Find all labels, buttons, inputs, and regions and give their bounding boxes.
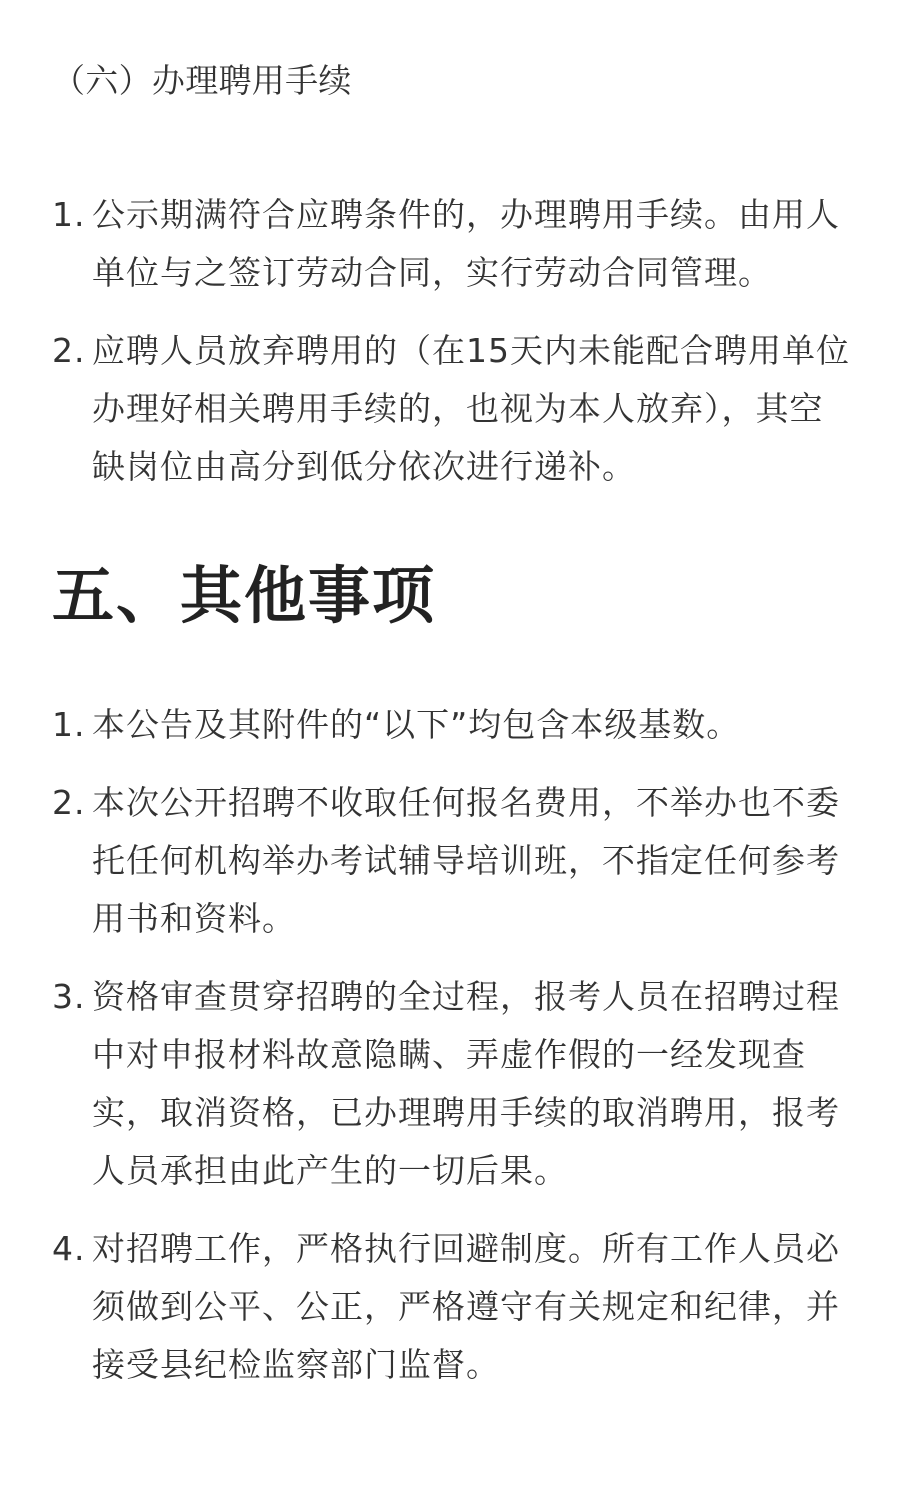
list-item: [52, 968, 850, 1200]
list-item: [52, 1220, 850, 1394]
item-text: 本次公开招聘不收取任何报名费用，不举办也不委托任何机构举办考试辅导培训班，不指定任何参考用书和资料。: [92, 783, 840, 938]
list-item: [52, 322, 850, 496]
item-number: 3.: [52, 977, 86, 1016]
procedure-list: [52, 186, 850, 496]
list-item: [52, 696, 850, 754]
item-number: 1.: [52, 195, 86, 234]
item-number: 2.: [52, 783, 86, 822]
item-number: 4.: [52, 1229, 86, 1268]
other-matters-list: [52, 696, 850, 1394]
item-text: 公示期满符合应聘条件的，办理聘用手续。由用人单位与之签订劳动合同，实行劳动合同管理。: [92, 195, 840, 292]
list-item: [52, 774, 850, 948]
list-item: [52, 186, 850, 302]
section-heading: 五、其他事项: [52, 559, 437, 632]
item-number: 1.: [52, 705, 86, 744]
item-text: 应聘人员放弃聘用的（在15天内未能配合聘用单位办理好相关聘用手续的，也视为本人放弃），其空缺岗位由高分到低分依次进行递补。: [92, 331, 850, 486]
item-text: 对招聘工作，严格执行回避制度。所有工作人员必须做到公平、公正，严格遵守有关规定和纪律，并接受县纪检监察部门监督。: [92, 1229, 840, 1384]
item-text: 本公告及其附件的“以下”均包含本级基数。: [92, 705, 741, 744]
subsection-title: （六）办理聘用手续: [52, 61, 352, 100]
item-text: 资格审查贯穿招聘的全过程，报考人员在招聘过程中对申报材料故意隐瞒、弄虚作假的一经发现查实，取消资格，已办理聘用手续的取消聘用，报考人员承担由此产生的一切后果。: [92, 977, 840, 1190]
item-number: 2.: [52, 331, 86, 370]
